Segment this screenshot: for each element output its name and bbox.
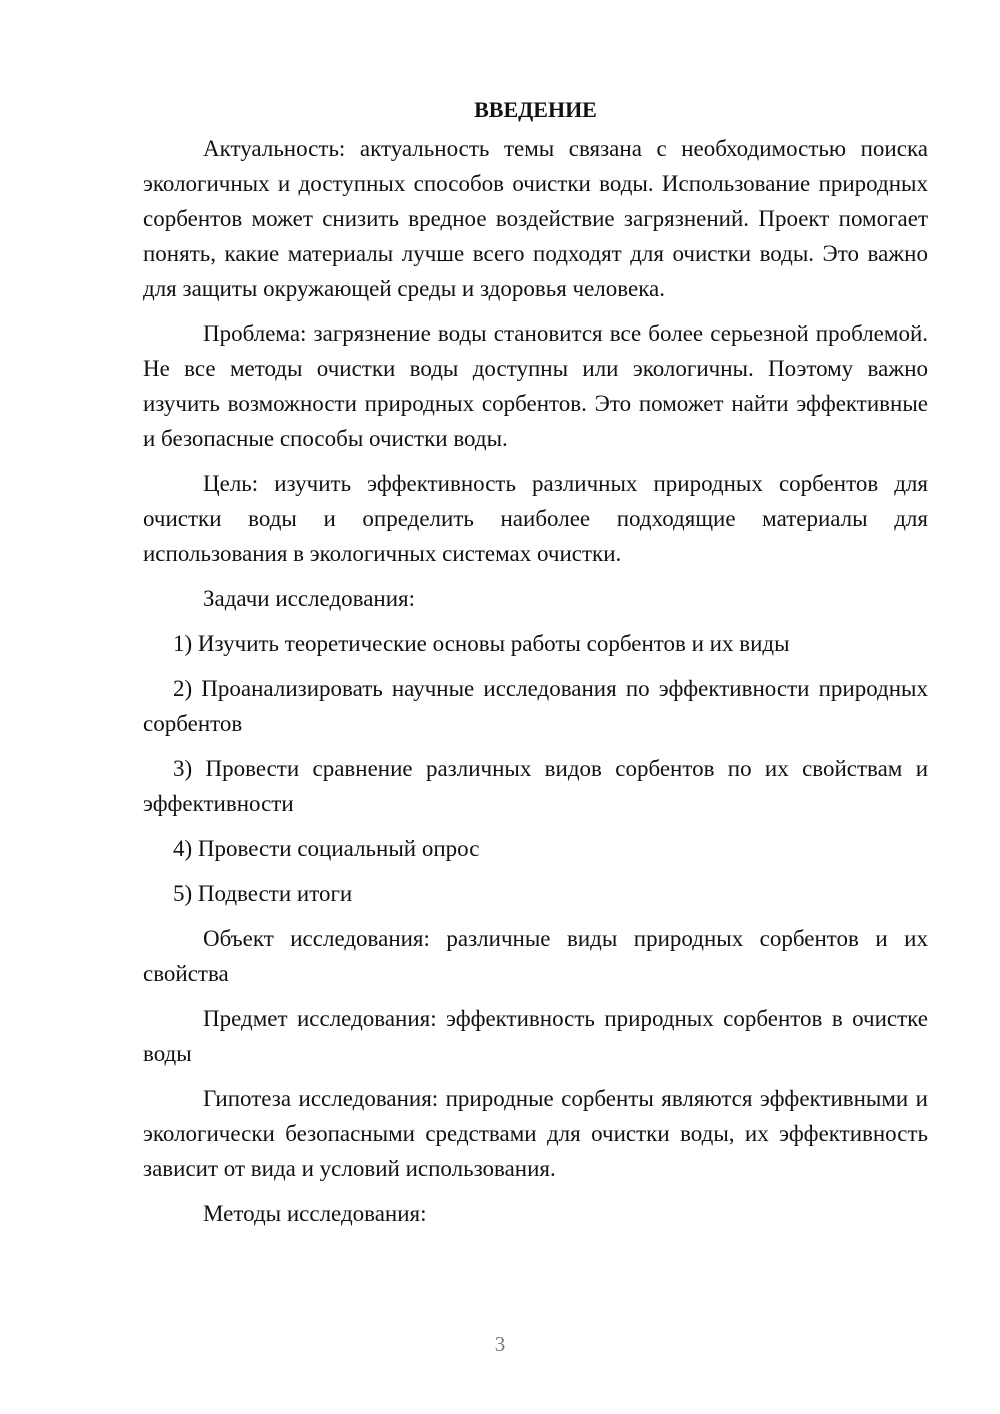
paragraph-relevance: Актуальность: актуальность темы связана с необходимостью поиска экологичных и доступных способов очистки воды. Использование природных сорбентов может снизить вредное воздействие загрязнений. Проект помогает понять, какие материалы лучше всего подходят для очистки воды. Это важно для защиты окружающей среды и здоровья человека.: [143, 136, 928, 301]
task-item-5: 5) Подвести итоги: [173, 881, 353, 906]
task-item-2: 2) Проанализировать научные исследования по эффективности природных сорбентов: [143, 676, 928, 736]
paragraph-problem: Проблема: загрязнение воды становится все более серьезной проблемой. Не все методы очистки воды доступны или экологичны. Поэтому важно изучить возможности природных сорбентов. Это поможет найти эффективные и безопасные способы очистки воды.: [143, 321, 928, 451]
paragraph-object: Объект исследования: различные виды природных сорбентов и их свойства: [143, 926, 928, 986]
page-title: ВВЕДЕНИЕ: [474, 97, 597, 122]
paragraph-hypothesis: Гипотеза исследования: природные сорбенты являются эффективными и экологически безопасными средствами для очистки воды, их эффективность зависит от вида и условий использования.: [143, 1086, 928, 1181]
document-page: [143, 92, 928, 1241]
paragraph-goal: Цель: изучить эффективность различных природных сорбентов для очистки воды и определить наиболее подходящие материалы для использования в экологичных системах очистки.: [143, 471, 928, 566]
paragraph-methods-heading: Методы исследования:: [203, 1201, 427, 1226]
task-item-4: 4) Провести социальный опрос: [173, 836, 480, 861]
task-item-1: 1) Изучить теоретические основы работы сорбентов и их виды: [173, 631, 790, 656]
paragraph-subject: Предмет исследования: эффективность природных сорбентов в очистке воды: [143, 1006, 928, 1066]
paragraph-tasks-heading: Задачи исследования:: [203, 586, 416, 611]
task-item-3: 3) Провести сравнение различных видов сорбентов по их свойствам и эффективности: [143, 756, 928, 816]
page-number: 3: [494, 1332, 506, 1356]
